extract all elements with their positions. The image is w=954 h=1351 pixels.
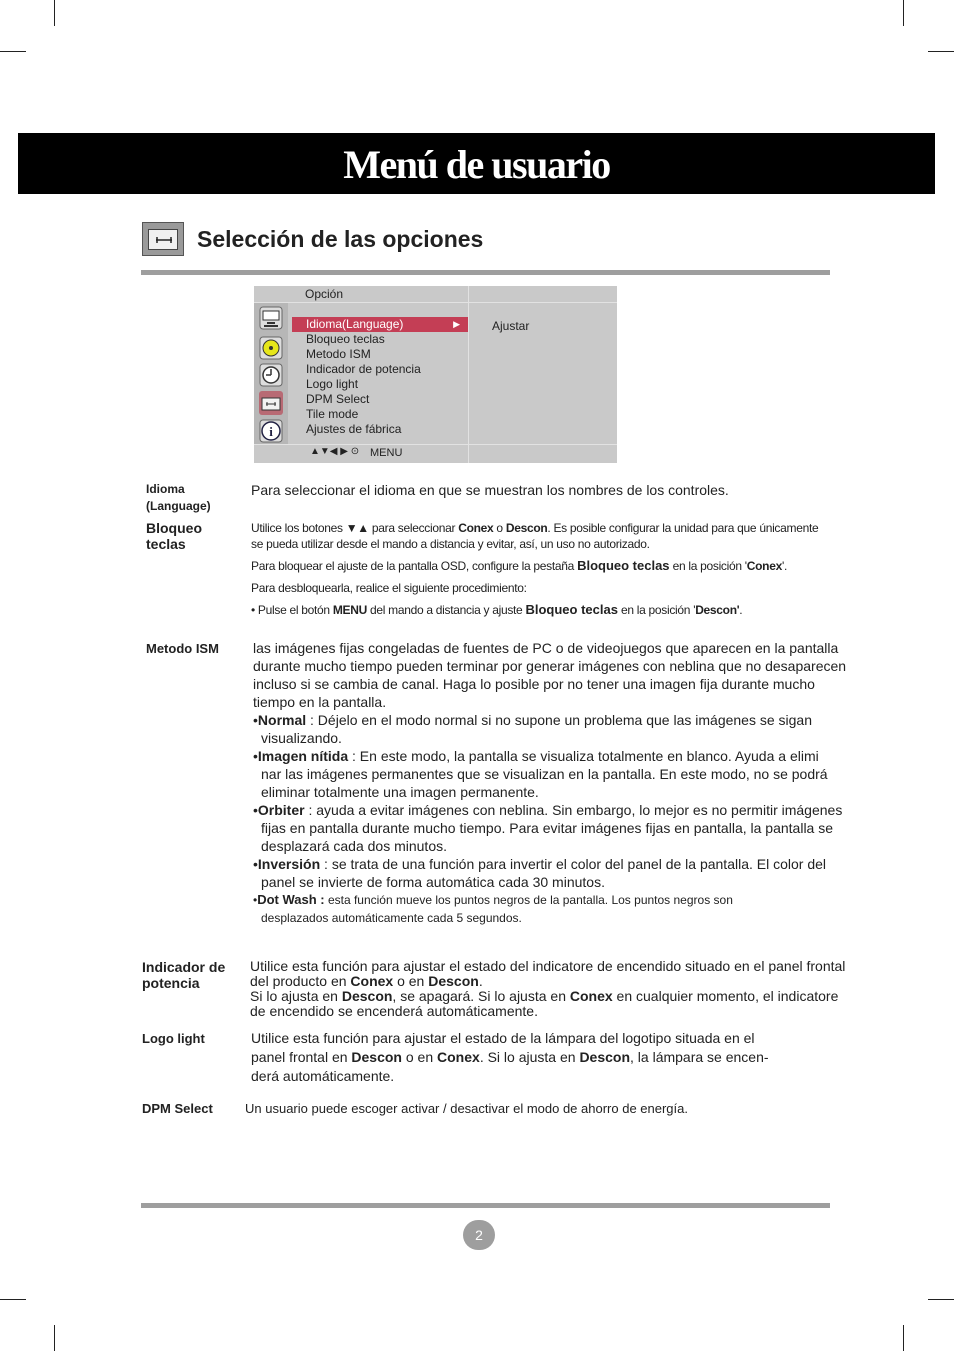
bloqueo-line: • Pulse el botón MENU del mando a distancia y ajuste Bloqueo teclas en la posición 'Descon'. <box>251 602 743 617</box>
osd-item-tile[interactable]: Tile mode <box>306 407 359 421</box>
osd-menu-label: MENU <box>370 447 403 459</box>
bloqueo-line: Para desbloquearla, realice el siguiente procedimiento: <box>251 581 527 595</box>
osd-menu-panel <box>254 286 617 463</box>
logo-text: Utilice esta función para ajustar el estado de la lámpara del logotipo situada en el panel frontal en Descon o en Conex. Si lo ajusta en Descon, la lámpara se encen- derá automáticamente. <box>251 1030 769 1084</box>
bloqueo-line: Para bloquear el ajuste de la pantalla OSD, configure la pestaña Bloqueo teclas en la posición 'Conex'. <box>251 558 787 573</box>
osd-right-pane <box>469 286 617 463</box>
osd-nav-symbols: ▲▼◀ ▶ ⊙ <box>310 446 360 457</box>
osd-item-logo[interactable]: Logo light <box>306 377 359 391</box>
ism-option-dotwash: •Dot Wash : esta función mueve los puntos negros de la pantalla. Los puntos negros son <box>253 892 733 907</box>
divider <box>141 1203 830 1208</box>
ism-option-nitida: •Imagen nítida : En este modo, la pantalla se visualiza totalmente en blanco. Ayuda a elimi <box>253 748 819 764</box>
dpm-text: Un usuario puede escoger activar / desactivar el modo de ahorro de energía. <box>245 1101 688 1116</box>
ism-label: Metodo ISM <box>146 641 219 656</box>
ism-text: las imágenes fijas congeladas de fuentes de PC o de videojuegos que aparecen en la pantalla durante mucho tiempo pueden terminar por generar imágenes con neblina que no desaparecen incluso si se cambia de canal. Haga lo posible por no tener una imagen fija durante mucho tiempo en la pantalla. •Normal : Déjelo en el modo normal si no supone un problema que las imágenes se sigan visualizando. •Imagen nítida : En este modo, la pantalla se visualiza totalmente en blanco. Ayuda a elimi nar las imágenes permanentes que se visualizan en la pantalla. En este modo, no se podrá eliminar totalmente una imagen permanente. •Orbiter : ayuda a evitar imágenes con neblina. Sin embargo, lo mejor es no permitir imágenes fijas en pantalla durante mucho tiempo. Para evitar imágenes fijas en pantalla, la pantalla se desplazará cada dos minutos. •Inversión : se trata de una función para invertir el color del panel de la pantalla. El color del panel se invierte de forma automática cada 30 minutos. •Dot Wash : esta función mueve los puntos negros de la pantalla. Los puntos negros son desplazados automáticamente cada 5 segundos. <box>253 639 858 927</box>
toolbox-icon <box>142 222 184 256</box>
clock-icon <box>259 363 283 387</box>
info-icon <box>259 419 283 443</box>
crop-mark <box>903 1325 904 1351</box>
indicador-text: Utilice esta función para ajustar el estado del indicatore de encendido situado en el panel frontal del producto en Conex o en Descon. Si lo ajusta en Descon, se apagará. Si lo ajusta en Conex en cualquier momento, el indicatore de encendido se encenderá automáticamente. <box>250 958 846 1019</box>
page-title: Menú de usuario <box>343 142 610 187</box>
crop-mark <box>928 51 954 52</box>
dpm-label: DPM Select <box>142 1101 213 1116</box>
header-bar <box>18 133 935 194</box>
crop-mark <box>0 51 26 52</box>
bloqueo-line: se pueda utilizar desde el mando a distancia y evitar, así, un uso no autorizado. <box>251 537 650 551</box>
divider <box>141 270 830 275</box>
section-title: Selección de las opciones <box>197 226 484 252</box>
monitor-icon <box>259 306 283 330</box>
osd-item-dpm[interactable]: DPM Select <box>306 392 370 406</box>
crop-mark <box>54 1325 55 1351</box>
svg-text:i: i <box>269 424 273 439</box>
bloqueo-label: Bloqueo teclas <box>146 520 202 552</box>
logo-label: Logo light <box>142 1031 205 1046</box>
crop-mark <box>0 1299 26 1300</box>
osd-item-idioma[interactable]: Idioma(Language) ▶ <box>292 317 468 332</box>
osd-ajustar-label: Ajustar <box>492 319 530 333</box>
osd-title: Opción <box>305 287 344 301</box>
indicador-label: Indicador de potencia <box>142 959 226 991</box>
crop-mark <box>928 1299 954 1300</box>
right-arrow-icon: ▶ <box>453 319 460 329</box>
crop-mark <box>903 0 904 26</box>
osd-item-ism[interactable]: Metodo ISM <box>306 347 371 361</box>
osd-item-bloqueo[interactable]: Bloqueo teclas <box>306 332 385 346</box>
osd-divider <box>254 444 617 445</box>
osd-divider <box>254 302 617 303</box>
ism-option-normal: •Normal : Déjelo en el modo normal si no supone un problema que las imágenes se sigan <box>253 712 812 728</box>
bloqueo-line: Utilice los botones ▼▲ para seleccionar Conex o Descon. Es posible configurar la unidad para que únicamente <box>251 521 819 535</box>
crop-mark <box>54 0 55 26</box>
picture-icon <box>259 336 283 360</box>
bloqueo-text <box>251 520 818 618</box>
idioma-label: Idioma (Language) <box>146 482 211 513</box>
idioma-text: Para seleccionar el idioma en que se muestran los nombres de los controles. <box>251 482 729 498</box>
osd-item-indicador[interactable]: Indicador de potencia <box>306 362 421 376</box>
osd-left-pane <box>254 286 468 463</box>
osd-icon-column <box>254 303 288 444</box>
osd-item-list <box>292 317 468 437</box>
page-number: 2 <box>463 1220 495 1250</box>
ism-option-orbiter: •Orbiter : ayuda a evitar imágenes con neblina. Sin embargo, lo mejor es no permitir imágenes <box>253 802 843 818</box>
toolbox-icon <box>259 391 283 415</box>
osd-item-ajustes[interactable]: Ajustes de fábrica <box>306 422 402 436</box>
ism-option-inversion: •Inversión : se trata de una función para invertir el color del panel de la pantalla. El color del <box>253 856 827 872</box>
